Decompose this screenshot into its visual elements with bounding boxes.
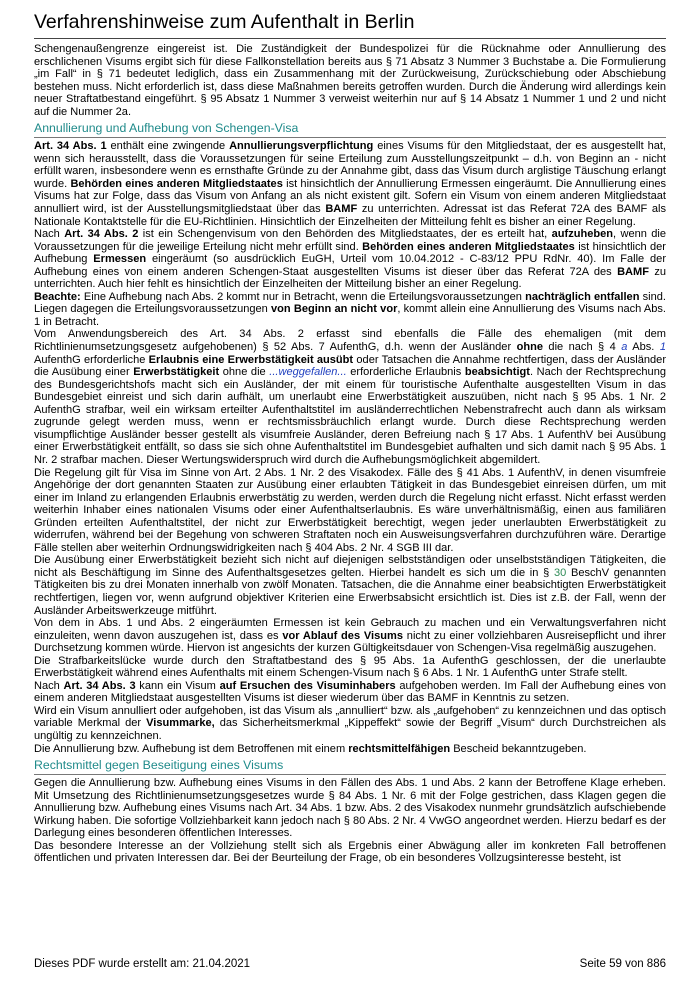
page-title: Verfahrenshinweise zum Aufenthalt in Berlin [34,11,415,33]
paragraph-klage: Gegen die Annullierung bzw. Aufhebung eines Visums in den Fällen des Abs. 1 und Abs. 2 kann der Betroffene Klage erheben. Mit Umsetzung des Richtlinienumsetzungsgesetzes wurde § 84 Abs. 1 Nr. 6 mit der Folge gestrichen, dass Klagen gegen die Annullierung bzw. Aufhebung eines Visums nach Art. 34 Abs. 1 bzw. Abs. 2 des Visakodex nunmehr grundsätzlich aufschiebende Wirkung haben. Die sofortige Vollziehbarkeit kann jedoch nach § 80 Abs. 2 Nr. 4 VwGO angeordnet werden. Hierzu bedarf es der Darlegung eines besonderen öffentlichen Interesses. [34,777,666,840]
inline-link-beschv[interactable]: 30 [553,566,567,579]
paragraph-beachte: Beachte: Eine Aufhebung nach Abs. 2 kommt nur in Betracht, wenn die Erteilungsvoraussetzungen nachträglich entfallen sind. Liegen dagegen die Erteilungsvoraussetzungen von Beginn an nicht vor, kommt allein eine Annullierung des Visums nach Abs. 1 in Betracht. [34,290,666,328]
inline-link[interactable]: 1 [659,341,666,354]
paragraph-strafbarkeit: Die Strafbarkeitslücke wurde durch den Straftatbestand des § 95 Abs. 1a AufenthG geschlossen, der die unerlaubte Erwerbstätigkeit während eines Aufenthalts mit einem Schengen-Visum nach § 6 Abs. 1 Nr. 1 AufenthG unter Strafe stellt. [34,654,666,680]
paragraph-kennzeichnung: Wird ein Visum annulliert oder aufgehoben, ist das Visum als „annulliert“ bzw. als „aufgehoben“ zu kennzeichnen und das optisch variable Merkmal der Visummarke, das Sicherheitsmerkmal „Kippeffekt“ sowie der Begriff „Visum“ durch Durchstreichen als ungültig zu kennzeichnen. [34,704,666,742]
paragraph-interesse: Das besondere Interesse an der Vollziehung stellt sich als Ergebnis einer Abwägung aller im konkreten Fall betroffenen öffentlichen und privaten Interessen dar. Bei der Beurteilung der Frage, ob ein besonderes Vollzugsinteresse besteht, ist [34,839,666,865]
footer-page-number: Seite 59 von 886 [579,958,666,970]
inline-link-removed[interactable]: ...weggefallen... [269,366,347,379]
paragraph-regelung: Die Regelung gilt für Visa im Sinne von Art. 2 Abs. 1 Nr. 2 des Visakodex. Fälle des § 41 Abs. 1 AufenthV, in denen visumfreie Angehörige der dort genannten Staaten zur Ausübung einer erlaubten Tätigkeit in das Bundesgebiet einreisen dürfen, um mit einer im Inland zu erlangenden Erlaubnis erwerbstätig zu werden, werden durch die Regelung nicht erfasst. Nicht erfasst werden weiterhin Inhaber eines nationalen Visums oder einer Aufenthaltserlaubnis. Es wäre unverhältnismäßig, einen aus familiären Gründen erteilten Aufenthaltstitel, der nicht zur Erwerbstätigkeit berechtigt, wegen jeder unerlaubten Erwerbstätigkeit zu widerrufen, während bei der Begehung von schweren Straftaten noch ein Ausweisungsverfahren durchzuführen wäre. Derartige Fälle stellen aber weiterhin Ordnungswidrigkeiten nach § 404 Abs. 2 Nr. 4 SGB III dar. [34,466,666,554]
paragraph-intro: Schengenaußengrenze eingereist ist. Die Zuständigkeit der Bundespolizei für die Rücknahme oder Annullierung des erschlichenen Visums ergibt sich für diese Fallkonstellation bereits aus § 71 Absatz 3 Nummer 3 Buchstabe a. Die Formulierung „im Fall“ in § 71 bedeutet lediglich, dass ein Zusammenhang mit der Zurückweisung, Zurückschiebung oder Abschiebung bestehen muss. Nicht erforderlich ist, dass diese Maßnahmen bereits getroffen wurden. Durch die Änderung wird allerdings kein neuer Straftatbestand eingeführt. § 95 Absatz 1 Nummer 3 verweist weiterhin nur auf § 14 Absatz 1 Nummer 1 und 2 und nicht auf die Nummer 2a. [34,43,666,118]
section-divider [34,774,666,775]
section-heading-rechtsmittel: Rechtsmittel gegen Beseitigung eines Visums [34,758,284,773]
paragraph-bescheid: Die Annullierung bzw. Aufhebung ist dem Betroffenen mit einem rechtsmittelfähigen Bescheid bekanntzugeben. [34,742,587,755]
paragraph-art34-abs2: Nach Art. 34 Abs. 2 ist ein Schengenvisum von den Behörden des Mitgliedstaates, der es erteilt hat, aufzuheben, wenn die Voraussetzungen für die jeweilige Erteilung nicht mehr erfüllt sind. Behörden eines anderen Mitgliedstaates ist hinsichtlich der Aufhebung Ermessen eingeräumt (so ausdrücklich EuGH, Urteil vom 10.04.2012 - C-83/12 PPU RdNr. 40). Im Falle der Aufhebung eines von einem anderen Schengen-Staat ausgestellten Visums ist dieser über das Referat 72A des BAMF zu unterrichten. Auch hier fehlt es hinsichtlich der Einzelheiten der Mitteilung bisher an einer Regelung. [34,228,667,291]
paragraph-art34-abs3: Nach Art. 34 Abs. 3 kann ein Visum auf Ersuchen des Visuminhabers aufgehoben werden. Im Fall der Aufhebung eines von einem anderen Mitgliedstaat ausgestellten Visums ist dieser wiederum über das BAMF in Kenntnis zu setzen. [34,679,667,705]
footer-created-date: Dieses PDF wurde erstellt am: 21.04.2021 [34,958,251,970]
inline-link[interactable]: a [621,341,628,354]
paragraph-ermessen: Von dem in Abs. 1 und Abs. 2 eingeräumten Ermessen ist kein Gebrauch zu machen und ein Verwaltungsverfahren nicht einzuleiten, wenn davon auszugehen ist, dass es vor Ablauf des Visums nicht zu einer vollziehbaren Ausreisepflicht und ihrer Durchsetzung kommen würde. Hiervon ist angesichts der kurzen Gültigkeitsdauer von Schengen-Visa regelmäßig auszugehen. [34,617,667,655]
section-heading-annullierung: Annullierung und Aufhebung von Schengen-Visa [34,121,299,136]
document-body [34,43,666,865]
paragraph-erwerbstaetigkeit: Die Ausübung einer Erwerbstätigkeit bezieht sich nicht auf diejenigen selbstständigen oder unselbstständigen Tätigkeiten, die nicht als Beschäftigung im Sinne des Aufenthaltsgesetzes gelten. Hierbei handelt es sich um die in § 30 BeschV genannten Tätigkeiten bis zu drei Monaten innerhalb von zwölf Monaten. Tatsachen, die die Annahme einer beabsichtigten Erwerbstätigkeit rechtfertigen, liegen vor, wenn aufgrund objektiver Kriterien eine Erwerbsabsicht ersichtlich ist. Dies ist z.B. der Fall, wenn der Ausländer Arbeitswerkzeuge mitführt. [34,554,666,617]
section-divider [34,137,666,138]
title-divider [34,38,666,39]
paragraph-art34-abs1: Art. 34 Abs. 1 enthält eine zwingende Annullierungsverpflichtung eines Visums für den Mitgliedstaat, der es ausgestellt hat, wenn sich herausstellt, dass die Voraussetzungen für seine Erteilung zum Ausstellungszeitpunkt – d.h. von Beginn an - nicht erfüllt waren, insbesondere wenn es ernsthafte Gründe zu der Annahme gibt, dass das Visum durch arglistige Täuschung erlangt wurde. Behörden eines anderen Mitgliedstaates ist hinsichtlich der Annullierung Ermessen eingeräumt. Die Annullierung eines Visums hat zur Folge, dass das Visum von Anfang an als nicht existent gilt. Sofern ein Visum von einem anderen Mitgliedstaat annulliert wird, ist der Ausstellungsmitgliedstaat über das BAMF zu unterrichten. Adressat ist das Referat 72A des BAMF als Nationale Kontaktstelle für die EU-Richtlinien. Hinsichtlich der Einzelheiten der Mitteilung fehlt es bisher an einer Regelung. [34,140,666,228]
paragraph-anwendungsbereich: Vom Anwendungsbereich des Art. 34 Abs. 2 erfasst sind ebenfalls die Fälle des ehemaligen (mit dem Richtlinienumsetzungsgesetz aufgehobenen) § 52 Abs. 7 AufenthG, d.h. wenn der Ausländer ohne die nach § 4 a Abs. 1 AufenthG erforderliche Erlaubnis eine Erwerbstätigkeit ausübt oder Tatsachen die Annahme rechtfertigen, dass der Ausländer die Ausübung einer Erwerbstätigkeit ohne die ...weggefallen... erforderliche Erlaubnis beabsichtigt. Nach der Rechtsprechung des Bundesgerichtshofs macht sich ein Ausländer, der mit einem für touristische Aufenthalte ausgestellten Visum in das Bundesgebiet einreist und sich darin aufhält, um unerlaubt eine Erwerbstätigkeit auszuüben, nicht nach § 95 Abs. 1 Nr. 2 AufenthG strafbar, weil ein wirksam erteilter Aufenthaltstitel im ausländerrechtlichen Nebenstrafrecht auch dann als wirksam zugrunde gelegt werden muss, wenn er rechtsmissbräuchlich erlangt wurde. Durch diese Rechtsprechung werden visumpflichtige Ausländer besser gestellt als visumfreie Ausländer, deren Befreiung nach § 17 Abs. 1 AufenthV bei Ausübung einer Erwerbstätigkeit entfällt, so dass sie sich ohne Aufenthaltstitel im Bundesgebiet aufhalten und sich damit nach § 95 Abs. 1 Nr. 2 strafbar machen. Dieser Wertungswiderspruch wird durch die Aufhebungsmöglichkeit abgemildert. [34,328,667,466]
page-footer [34,958,666,970]
